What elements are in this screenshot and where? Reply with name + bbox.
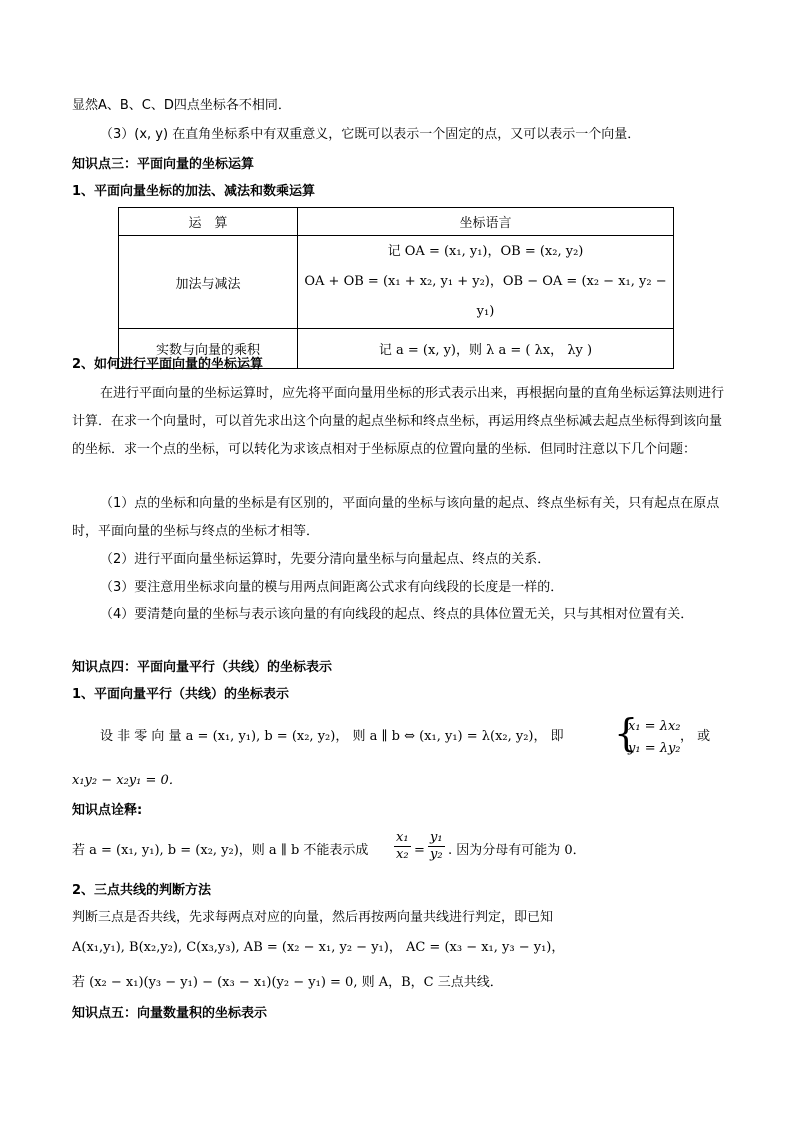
table-cell-scalar-multiplication: 实数与向量的乘积 bbox=[119, 329, 298, 369]
note-item: （1）点的坐标和向量的坐标是有区别的，平面向量的坐标与该向量的起点、终点坐标有关，只有起点在原点时，平面向量的坐标与终点的坐标才相等． bbox=[72, 496, 720, 539]
text-line: 显然A、B、C、D四点坐标各不相同． bbox=[72, 98, 291, 113]
table-cell-scalar-formula: 记 a = (x, y)，则 λ a = ( λx， λy ) bbox=[298, 329, 674, 369]
operations-table bbox=[118, 207, 674, 369]
text-line: （3）(x, y) 在直角坐标系中有双重意义，它既可以表示一个固定的点，又可以表示一个向量． bbox=[100, 127, 641, 142]
system-eq: y₁ = λy₂ bbox=[628, 741, 681, 756]
fraction bbox=[428, 830, 445, 863]
fraction bbox=[394, 830, 411, 863]
formula-line: OA + OB = (x₁ + x₂, y₁ + y₂)，OB − OA = (x₂ − x₁, y₂ − y₁) bbox=[304, 274, 667, 319]
table-header-operation: 运 算 bbox=[119, 208, 298, 236]
formula-text: 设 非 零 向 量 a = (x₁, y₁), b = (x₂, y₂)， 则 a ∥ b ⇔ (x₁, y₁) = λ(x₂, y₂)， 即 bbox=[100, 729, 564, 744]
section-heading: 知识点四：平面向量平行（共线）的坐标表示 bbox=[72, 660, 333, 675]
formula-line: 若 (x₂ − x₁)(y₃ − y₁) − (x₃ − x₁)(y₂ − y₁) = 0, 则 A，B，C 三点共线． bbox=[72, 975, 503, 990]
formula-text: 若 a = (x₁, y₁), b = (x₂, y₂)，则 a ∥ b 不能表示成 bbox=[72, 843, 369, 858]
section-heading: 知识点五：向量数量积的坐标表示 bbox=[72, 1006, 268, 1021]
numerator: y₁ bbox=[430, 830, 443, 845]
subsection-heading: 2、如何进行平面向量的坐标运算 bbox=[72, 357, 264, 372]
subsection-heading: 1、平面向量平行（共线）的坐标表示 bbox=[72, 687, 290, 702]
equals-sign: = bbox=[414, 843, 425, 858]
formula-line: x₁y₂ − x₂y₁ = 0． bbox=[72, 773, 182, 788]
brace-icon: { bbox=[614, 711, 639, 755]
table-header-coordinate-language: 坐标语言 bbox=[298, 208, 674, 236]
parallel-condition bbox=[100, 711, 730, 762]
text-line: 判断三点是否共线，先求每两点对应的向量，然后再按两向量共线进行判定，即已知 bbox=[72, 910, 554, 925]
note-item: （3）要注意用坐标求向量的模与用两点间距离公式求有向线段的长度是一样的． bbox=[100, 580, 564, 595]
equation-system bbox=[614, 711, 681, 756]
note-item: （4）要清楚向量的坐标与表示该向量的有向线段的起点、终点的具体位置无关，只与其相对位置有关． bbox=[100, 607, 694, 622]
formula-line: A(x₁,y₁), B(x₂,y₂), C(x₃,y₃), AB = (x₂ − x₁, y₂ − y₁)， AC = (x₃ − x₁, y₃ − y₁)， bbox=[72, 940, 565, 955]
formula-text: . 因为分母有可能为 0． bbox=[448, 843, 586, 858]
subsection-heading: 1、平面向量坐标的加法、减法和数乘运算 bbox=[72, 184, 316, 199]
note-formula bbox=[72, 830, 724, 870]
table-cell-addition-formulas bbox=[298, 236, 674, 329]
table-cell-addition-subtraction: 加法与减法 bbox=[119, 236, 298, 329]
system-eq: x₁ = λx₂ bbox=[628, 719, 681, 734]
denominator: y₂ bbox=[430, 847, 443, 862]
numerator: x₁ bbox=[396, 830, 409, 845]
formula-text: ， 或 bbox=[680, 729, 711, 744]
formula-line: 记 OA = (x₁, y₁)，OB = (x₂, y₂) bbox=[387, 244, 584, 259]
note-item: （2）进行平面向量坐标运算时，先要分清向量坐标与向量起点、终点的关系． bbox=[100, 552, 551, 567]
note-heading: 知识点诠释: bbox=[72, 803, 143, 818]
subsection-heading: 2、三点共线的判断方法 bbox=[72, 883, 212, 898]
paragraph: 在进行平面向量的坐标运算时，应先将平面向量用坐标的形式表示出来，再根据向量的直角坐标运算法则进行计算．在求一个向量时，可以首先求出这个向量的起点坐标和终点坐标，再运用终点坐标减去起点坐标得到该向量的坐标．求一个点的坐标，可以转化为求该点相对于坐标原点的位置向量的坐标．但同时注意以下几个问题： bbox=[72, 386, 725, 457]
section-heading: 知识点三：平面向量的坐标运算 bbox=[72, 157, 255, 172]
denominator: x₂ bbox=[396, 847, 409, 862]
